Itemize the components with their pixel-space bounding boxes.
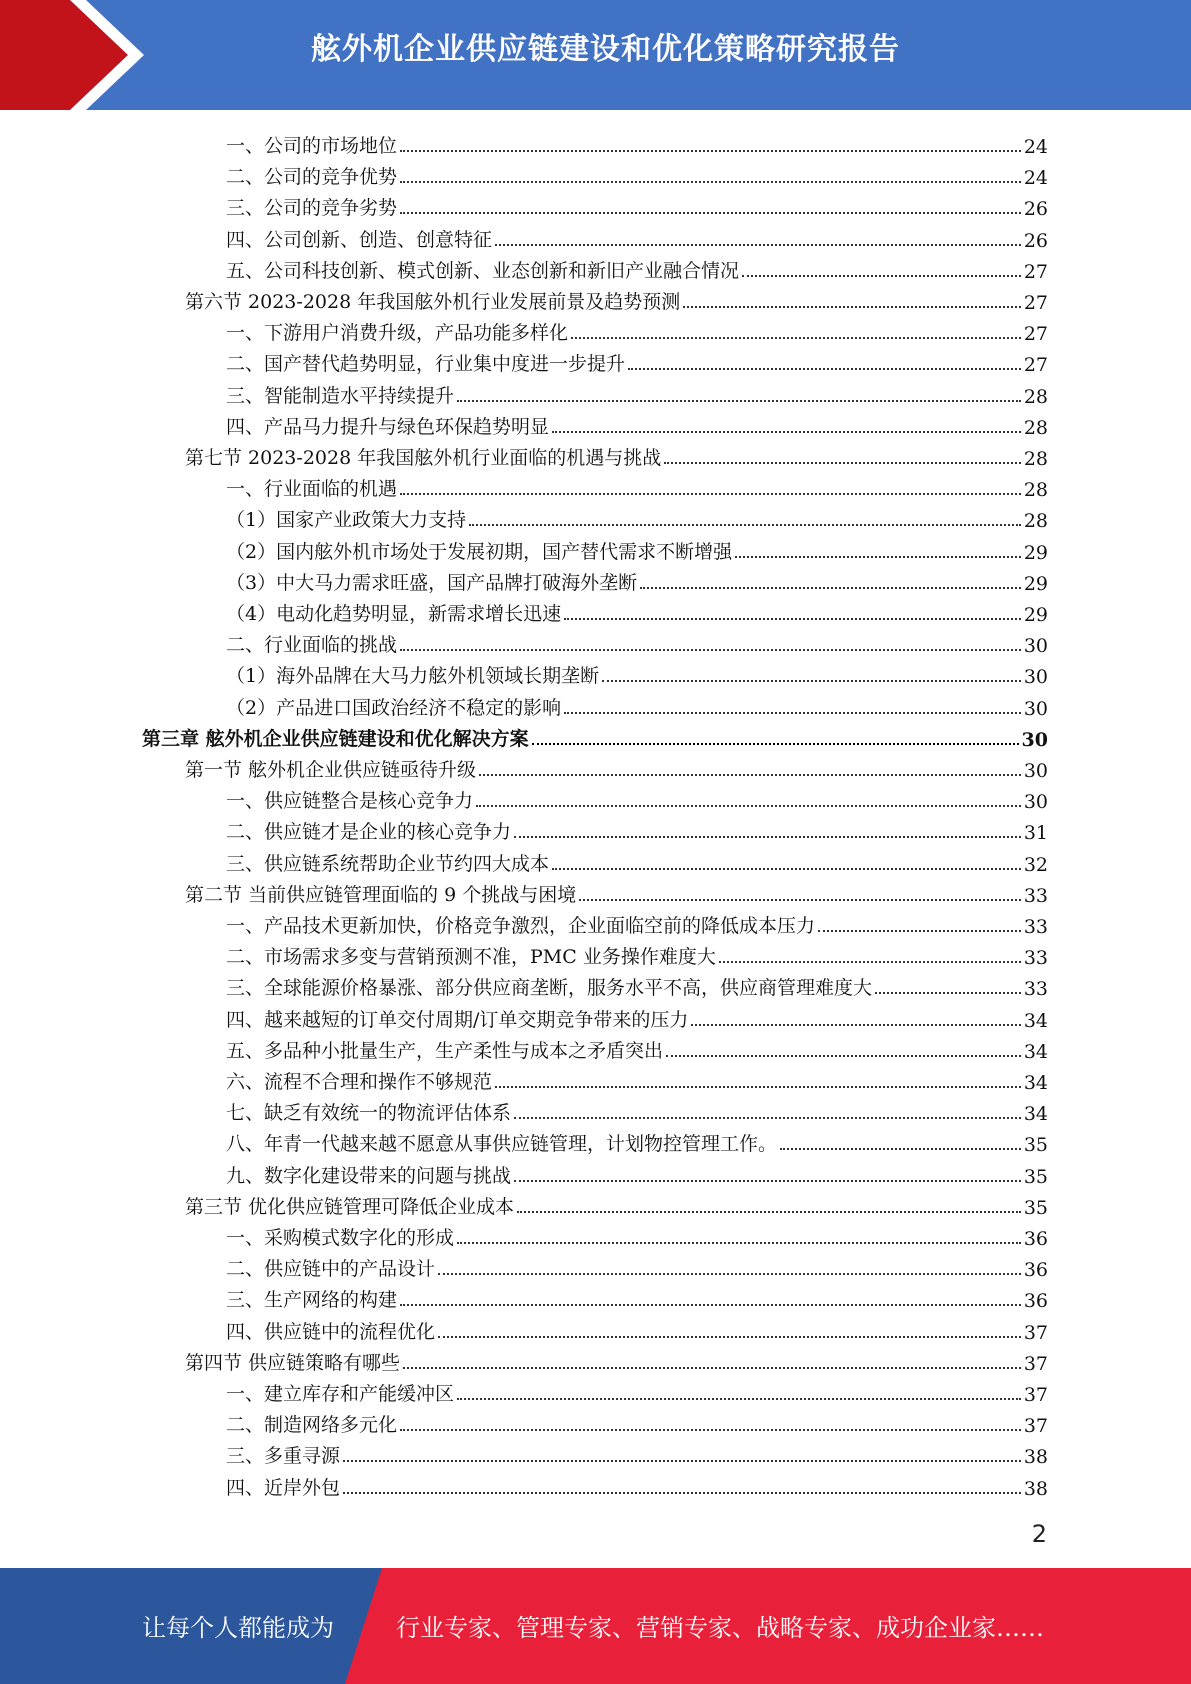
toc-entry[interactable]	[226, 782, 1048, 813]
toc-entry[interactable]	[142, 720, 1048, 751]
toc-dot-leader	[664, 461, 1021, 464]
toc-dot-leader	[469, 523, 1021, 526]
toc-dot-leader	[666, 1054, 1021, 1057]
toc-entry-page: 36	[1023, 1228, 1048, 1250]
toc-entry[interactable]	[226, 127, 1048, 158]
footer-slogan-left: 让每个人都能成为	[142, 1614, 334, 1642]
toc-entry[interactable]	[226, 626, 1048, 657]
toc-dot-leader	[552, 867, 1021, 870]
toc-entry-page: 37	[1023, 1384, 1048, 1406]
toc-entry-page: 26	[1023, 198, 1048, 221]
toc-entry[interactable]	[226, 1063, 1048, 1094]
toc-entry-page: 34	[1023, 1040, 1048, 1063]
toc-entry-page: 33	[1023, 884, 1048, 907]
toc-entry[interactable]	[226, 1406, 1048, 1437]
toc-dot-leader	[719, 960, 1021, 963]
toc-entry-page: 35	[1023, 1196, 1048, 1219]
toc-entry-page: 29	[1023, 572, 1048, 595]
toc-entry-title: 一、公司的市场地位	[226, 135, 398, 157]
toc-dot-leader	[400, 492, 1021, 495]
toc-entry[interactable]	[185, 283, 1048, 314]
toc-entry[interactable]	[226, 501, 1048, 532]
toc-entry-title: 三、公司的竞争劣势	[226, 197, 398, 220]
toc-entry-title: 一、下游用户消费升级，产品功能多样化	[226, 322, 569, 345]
toc-entry-title: 七、缺乏有效统一的物流评估体系	[226, 1102, 512, 1125]
toc-entry[interactable]	[226, 1281, 1048, 1312]
toc-entry-title: 第一节 舷外机企业供应链亟待升级	[185, 759, 477, 781]
toc-entry[interactable]	[185, 439, 1048, 470]
toc-entry[interactable]	[226, 1032, 1048, 1063]
toc-entry-page: 37	[1023, 1415, 1048, 1438]
toc-entry[interactable]	[185, 876, 1048, 907]
toc-dot-leader	[683, 305, 1021, 308]
toc-dot-leader	[438, 1335, 1021, 1338]
toc-entry-title: 一、采购模式数字化的形成	[226, 1227, 455, 1249]
toc-entry-page: 35	[1023, 1165, 1048, 1188]
toc-entry[interactable]	[226, 408, 1048, 439]
toc-dot-leader	[476, 804, 1021, 807]
toc-entry[interactable]	[226, 907, 1048, 938]
page-header	[0, 0, 1191, 110]
toc-dot-leader	[532, 742, 1019, 745]
toc-dot-leader	[400, 149, 1021, 152]
toc-dot-leader	[602, 679, 1021, 682]
toc-entry[interactable]	[226, 1125, 1048, 1156]
toc-dot-leader	[875, 991, 1021, 994]
toc-dot-leader	[628, 367, 1021, 370]
toc-entry-title: （4）电动化趋势明显，新需求增长迅速	[226, 603, 562, 625]
toc-entry-title: 第三章 舷外机企业供应链建设和优化解决方案	[142, 727, 529, 750]
toc-entry-title: 二、供应链才是企业的核心竞争力	[226, 821, 512, 844]
toc-entry[interactable]	[226, 657, 1048, 688]
toc-entry-page: 37	[1023, 1352, 1048, 1375]
toc-entry-title: 一、供应链整合是核心竞争力	[226, 790, 474, 813]
toc-entry[interactable]	[226, 377, 1048, 408]
toc-dot-leader	[400, 1428, 1021, 1431]
toc-entry-title: 三、全球能源价格暴涨、部分供应商垄断，服务水平不高，供应商管理难度大	[226, 977, 873, 1000]
toc-dot-leader	[400, 648, 1021, 651]
toc-entry-page: 31	[1023, 822, 1048, 845]
toc-entry-title: 二、制造网络多元化	[226, 1414, 398, 1437]
toc-entry[interactable]	[226, 1001, 1048, 1032]
toc-entry-page: 27	[1023, 260, 1048, 283]
toc-entry[interactable]	[226, 1157, 1048, 1188]
toc-entry-page: 38	[1023, 1477, 1048, 1500]
toc-entry-title: 八、年青一代越来越不愿意从事供应链管理，计划物控管理工作。	[226, 1133, 778, 1156]
toc-entry-page: 28	[1023, 479, 1048, 502]
toc-entry-page: 33	[1023, 947, 1048, 970]
toc-dot-leader	[495, 243, 1021, 246]
toc-entry[interactable]	[226, 1094, 1048, 1125]
toc-entry-page: 27	[1023, 323, 1048, 346]
toc-entry-title: 第四节 供应链策略有哪些	[185, 1351, 401, 1374]
toc-entry-title: 一、建立库存和产能缓冲区	[226, 1383, 455, 1405]
toc-entry-page: 26	[1023, 229, 1048, 252]
toc-dot-leader	[571, 336, 1021, 339]
toc-entry[interactable]	[185, 1344, 1048, 1375]
toc-dot-leader	[400, 211, 1021, 214]
toc-entry[interactable]	[226, 533, 1048, 564]
toc-entry-page: 30	[1023, 791, 1048, 814]
toc-entry-page: 29	[1023, 541, 1048, 564]
toc-entry-title: 五、多品种小批量生产，生产柔性与成本之矛盾突出	[226, 1039, 664, 1062]
toc-entry-title: （2）国内舷外机市场处于发展初期，国产替代需求不断增强	[226, 540, 733, 563]
toc-entry-page: 30	[1021, 728, 1048, 751]
toc-dot-leader	[564, 711, 1021, 714]
toc-entry[interactable]	[226, 1437, 1048, 1468]
toc-dot-leader	[579, 898, 1021, 901]
toc-dot-leader	[343, 1459, 1021, 1462]
footer-slogan-right: 行业专家、管理专家、营销专家、战略专家、成功企业家……	[396, 1614, 1044, 1642]
toc-entry[interactable]	[226, 1375, 1048, 1406]
toc-entry-page: 24	[1023, 167, 1048, 190]
toc-entry-page: 30	[1023, 760, 1048, 782]
toc-dot-leader	[457, 1241, 1021, 1244]
toc-entry-title: 二、行业面临的挑战	[226, 634, 398, 657]
toc-entry-title: 第六节 2023-2028 年我国舷外机行业发展前景及趋势预测	[185, 291, 681, 313]
toc-entry-title: 一、行业面临的机遇	[226, 478, 398, 501]
toc-dot-leader	[457, 1397, 1021, 1400]
toc-entry-title: 四、公司创新、创造、创意特征	[226, 228, 493, 251]
toc-entry-page: 36	[1023, 1290, 1048, 1313]
toc-entry-page: 29	[1023, 604, 1048, 626]
toc-entry-title: 三、多重寻源	[226, 1445, 341, 1468]
toc-entry[interactable]	[226, 252, 1048, 283]
toc-entry-page: 35	[1023, 1134, 1048, 1157]
toc-entry[interactable]	[226, 189, 1048, 220]
toc-entry-page: 30	[1023, 697, 1048, 720]
toc-entry-title: （1）国家产业政策大力支持	[226, 509, 467, 532]
toc-entry[interactable]	[226, 1219, 1048, 1250]
toc-entry-title: 九、数字化建设带来的问题与挑战	[226, 1164, 512, 1187]
toc-entry-title: （3）中大马力需求旺盛，国产品牌打破海外垄断	[226, 571, 638, 594]
toc-entry-title: 三、智能制造水平持续提升	[226, 384, 455, 407]
toc-entry-title: 四、供应链中的流程优化	[226, 1320, 436, 1343]
toc-dot-leader	[780, 1147, 1021, 1150]
toc-entry[interactable]	[226, 595, 1048, 626]
toc-dot-leader	[564, 617, 1021, 620]
toc-dot-leader	[514, 1179, 1021, 1182]
toc-entry-title: 六、流程不合理和操作不够规范	[226, 1071, 493, 1093]
toc-entry[interactable]	[226, 564, 1048, 595]
toc-entry-title: 第七节 2023-2028 年我国舷外机行业面临的机遇与挑战	[185, 447, 662, 469]
toc-entry-title: 四、产品马力提升与绿色环保趋势明显	[226, 415, 550, 438]
toc-entry-page: 28	[1023, 510, 1048, 533]
toc-entry-title: 二、供应链中的产品设计	[226, 1258, 436, 1281]
toc-entry-title: 二、公司的竞争优势	[226, 166, 398, 189]
toc-dot-leader	[403, 1366, 1021, 1369]
toc-entry-title: 二、市场需求多变与营销预测不准，PMC 业务操作难度大	[226, 946, 716, 969]
toc-entry-page: 27	[1023, 292, 1048, 314]
toc-dot-leader	[457, 399, 1021, 402]
toc-entry[interactable]	[226, 314, 1048, 345]
toc-dot-leader	[517, 1210, 1021, 1213]
toc-entry-title: 第三节 优化供应链管理可降低企业成本	[185, 1195, 515, 1218]
toc-entry[interactable]	[226, 845, 1048, 876]
toc-dot-leader	[400, 1303, 1021, 1306]
toc-entry-page: 28	[1023, 385, 1048, 408]
toc-entry-page: 36	[1023, 1259, 1048, 1282]
toc-dot-leader	[640, 586, 1021, 589]
toc-entry[interactable]	[185, 1188, 1048, 1219]
toc-dot-leader	[438, 1272, 1021, 1275]
toc-entry[interactable]	[226, 1313, 1048, 1344]
toc-entry-page: 28	[1023, 448, 1048, 470]
toc-entry-page: 34	[1023, 1009, 1048, 1032]
toc-dot-leader	[400, 180, 1021, 183]
toc-entry-title: （1）海外品牌在大马力舷外机领域长期垄断	[226, 665, 600, 688]
toc-dot-leader	[742, 274, 1021, 277]
toc-entry-title: 一、产品技术更新加快，价格竞争激烈，企业面临空前的降低成本压力	[226, 915, 816, 937]
toc-entry[interactable]	[185, 751, 1048, 782]
toc-dot-leader	[343, 1491, 1021, 1494]
toc-entry-title: （2）产品进口国政治经济不稳定的影响	[226, 696, 562, 719]
toc-dot-leader	[735, 555, 1021, 558]
toc-entry[interactable]	[226, 345, 1048, 376]
toc-entry[interactable]	[226, 470, 1048, 501]
toc-entry-title: 四、越来越短的订单交付周期/订单交期竞争带来的压力	[226, 1008, 689, 1031]
toc-dot-leader	[479, 773, 1021, 776]
toc-entry[interactable]	[226, 1250, 1048, 1281]
toc-entry-title: 三、生产网络的构建	[226, 1289, 398, 1312]
toc-entry-page: 34	[1023, 1072, 1048, 1094]
toc-entry[interactable]	[226, 158, 1048, 189]
toc-dot-leader	[552, 430, 1021, 433]
toc-entry-page: 30	[1023, 666, 1048, 689]
toc-entry-page: 32	[1023, 853, 1048, 876]
toc-entry-title: 二、国产替代趋势明显，行业集中度进一步提升	[226, 353, 626, 376]
toc-dot-leader	[514, 835, 1021, 838]
toc-entry-page: 30	[1023, 635, 1048, 658]
toc-entry[interactable]	[226, 938, 1048, 969]
toc-entry-title: 五、公司科技创新、模式创新、业态创新和新旧产业融合情况	[226, 259, 740, 282]
toc-entry-page: 24	[1023, 136, 1048, 158]
toc-entry-title: 三、供应链系统帮助企业节约四大成本	[226, 852, 550, 875]
toc-dot-leader	[691, 1023, 1020, 1026]
page-footer	[0, 1568, 1191, 1684]
toc-dot-leader	[514, 1116, 1021, 1119]
toc-entry-page: 33	[1023, 916, 1048, 938]
toc-entry-page: 37	[1023, 1321, 1048, 1344]
report-title: 舷外机企业供应链建设和优化策略研究报告	[311, 32, 900, 67]
toc-entry-page: 34	[1023, 1103, 1048, 1126]
toc-entry-page: 38	[1023, 1446, 1048, 1469]
toc-entry-page: 28	[1023, 416, 1048, 439]
toc-entry[interactable]	[226, 689, 1048, 720]
toc-entry-page: 33	[1023, 978, 1048, 1001]
toc-entry-page: 27	[1023, 354, 1048, 377]
toc-entry[interactable]	[226, 969, 1048, 1000]
page-number: 2	[1031, 1520, 1047, 1548]
toc-entry-title: 四、近岸外包	[226, 1476, 341, 1499]
toc-dot-leader	[495, 1085, 1021, 1088]
toc-entry[interactable]	[226, 221, 1048, 252]
toc-dot-leader	[818, 929, 1021, 932]
toc-entry-title: 第二节 当前供应链管理面临的 9 个挑战与困境	[185, 883, 577, 906]
toc-entry[interactable]	[226, 813, 1048, 844]
toc-entry[interactable]	[226, 1469, 1048, 1500]
